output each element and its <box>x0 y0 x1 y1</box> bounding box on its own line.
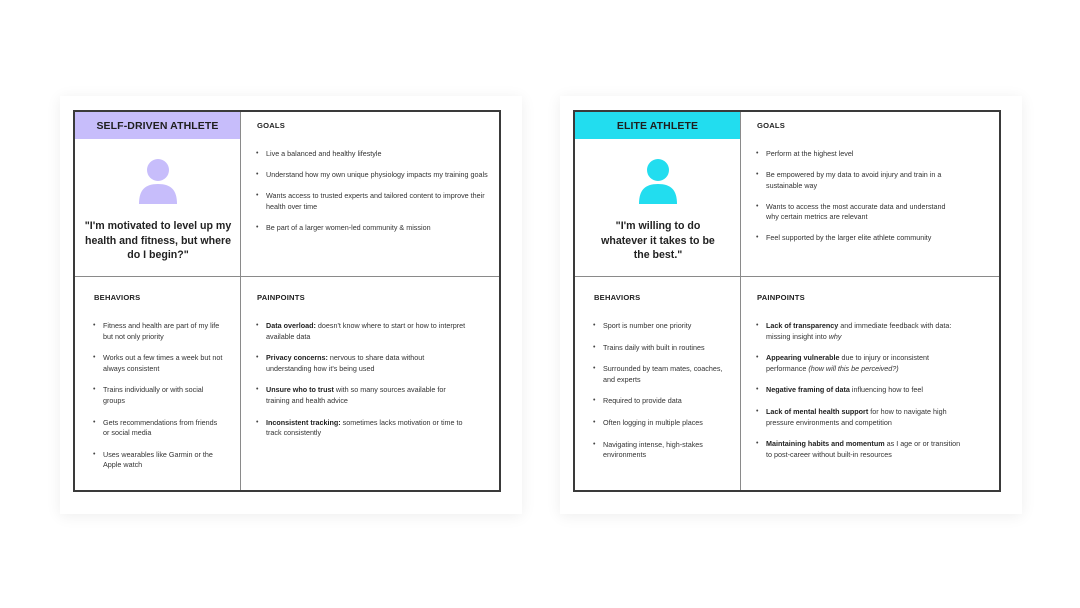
painpoint-text: for how to navigate high pressure environments and competition <box>766 406 947 427</box>
painpoint-item <box>756 439 961 460</box>
painpoint-text: and immediate feedback with data: missing insight into <box>766 321 952 341</box>
painpoint-label: Appearing vulnerable <box>766 353 840 363</box>
painpoint-label: Lack of transparency <box>766 321 839 330</box>
painpoint-text: as I age or or transition to post-career without built-in resources <box>766 439 961 459</box>
painpoint-item <box>756 321 961 342</box>
divider-vertical <box>240 112 241 490</box>
persona-quote: "I'm willing to do whatever it takes to be the best." <box>601 220 715 261</box>
painpoint-text: with so many sources available for training and health advice <box>266 385 446 405</box>
person-icon <box>637 158 679 206</box>
list-item: • Trains individually or with social groups <box>93 385 223 406</box>
goals-heading: GOALS <box>257 121 286 130</box>
painpoint-text: influencing how to feel <box>849 385 923 395</box>
painpoint-italic: (how will this be perceived?) <box>808 363 899 373</box>
painpoint-item <box>256 353 471 374</box>
list-item: • Gets recommendations from friends or social media <box>93 418 223 439</box>
painpoint-text: sometimes lacks motivation or time to track consistently <box>266 417 463 438</box>
list-item: • Live a balanced and healthy lifestyle <box>256 149 488 160</box>
persona-title: ELITE ATHLETE <box>575 112 740 139</box>
persona-grid <box>73 110 501 492</box>
painpoint-label: Maintaining habits and momentum <box>766 439 885 449</box>
list-item: • Required to provide data <box>593 396 723 407</box>
painpoint-label: Privacy concerns: <box>266 353 328 363</box>
painpoint-item <box>256 385 471 406</box>
painpoint-label: Inconsistent tracking: <box>266 417 341 427</box>
persona-title: SELF-DRIVEN ATHLETE <box>75 112 240 139</box>
list-item: • Works out a few times a week but not always consistent <box>93 353 223 374</box>
list-item: • Trains daily with built in routines <box>593 343 723 354</box>
persona-card-elite <box>560 96 1022 514</box>
list-item: • Sport is number one priority <box>593 321 723 332</box>
behaviors-heading: BEHAVIORS <box>594 293 641 302</box>
list-item: • Uses wearables like Garmin or the Apple watch <box>93 450 223 471</box>
painpoint-label: Lack of mental health support <box>766 406 869 416</box>
painpoints-list <box>256 321 471 439</box>
painpoint-label: Data overload: <box>266 321 316 330</box>
behaviors-list <box>593 321 723 461</box>
painpoint-text: due to injury or inconsistent performance <box>766 353 929 373</box>
list-item: • Wants access to trusted experts and tailored content to improve their health over time <box>256 191 488 212</box>
list-item: • Perform at the highest level <box>756 149 956 160</box>
list-item: • Be part of a larger women-led community & mission <box>256 223 488 234</box>
list-item: • Fitness and health are part of my life but not only priority <box>93 321 223 342</box>
list-item: • Be empowered by my data to avoid injury and train in a sustainable way <box>756 170 956 191</box>
persona-quote: "I'm motivated to level up my health and fitness, but where do I begin?" <box>84 220 232 261</box>
painpoint-text: doesn't know where to start or how to interpret available data <box>266 321 466 341</box>
persona-card-self-driven <box>60 96 522 514</box>
painpoint-item <box>256 418 471 439</box>
list-item: • Feel supported by the larger elite athlete community <box>756 233 956 244</box>
divider-horizontal <box>575 276 999 277</box>
painpoints-heading: PAINPOINTS <box>757 293 805 302</box>
list-item: • Surrounded by team mates, coaches, and experts <box>593 364 723 385</box>
divider-horizontal <box>75 276 499 277</box>
painpoints-heading: PAINPOINTS <box>257 293 305 302</box>
painpoint-label: Negative framing of data <box>766 385 850 395</box>
list-item: • Navigating intense, high-stakes environments <box>593 440 723 461</box>
painpoint-italic: why <box>828 331 842 341</box>
divider-vertical <box>740 112 741 490</box>
list-item: • Wants to access the most accurate data and understand why certain metrics are relevant <box>756 202 956 223</box>
person-icon <box>137 158 179 206</box>
persona-grid <box>573 110 1001 492</box>
painpoint-item <box>256 321 471 342</box>
list-item: • Often logging in multiple places <box>593 418 723 429</box>
list-item: • Understand how my own unique physiology impacts my training goals <box>256 170 488 181</box>
painpoint-item <box>756 407 961 428</box>
painpoints-list <box>756 321 961 460</box>
painpoint-item <box>756 353 961 374</box>
goals-heading: GOALS <box>757 121 786 130</box>
painpoint-item <box>756 385 961 396</box>
behaviors-list <box>93 321 223 471</box>
goals-list <box>756 149 956 244</box>
painpoint-label: Unsure who to trust <box>266 385 334 395</box>
behaviors-heading: BEHAVIORS <box>94 293 141 302</box>
goals-list <box>256 149 488 233</box>
painpoint-text: nervous to share data without understanding how it's being used <box>266 353 425 373</box>
